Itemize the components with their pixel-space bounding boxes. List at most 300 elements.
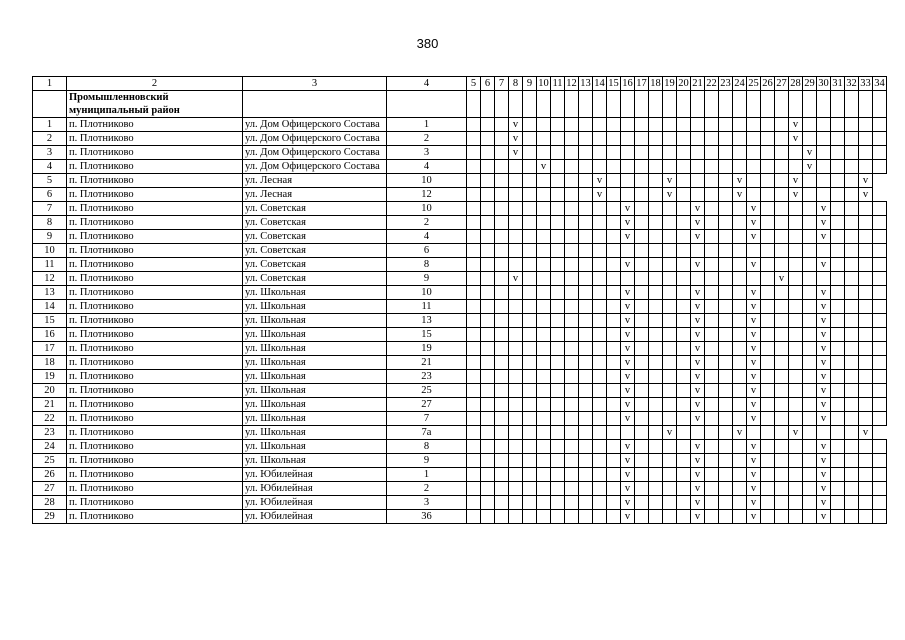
mark-cell: [565, 174, 579, 188]
mark-cell: [831, 314, 845, 328]
mark-cell: [705, 132, 719, 146]
mark-cell: [677, 412, 691, 426]
mark-cell: [831, 398, 845, 412]
mark-cell: [761, 160, 775, 174]
mark-cell: [733, 132, 747, 146]
mark-cell: [761, 188, 775, 202]
mark-cell: [831, 468, 845, 482]
mark-cell: [565, 202, 579, 216]
mark-cell: v: [747, 384, 761, 398]
mark-cell: [649, 132, 663, 146]
mark-cell: [635, 146, 649, 160]
house-number: 15: [387, 328, 467, 342]
mark-cell: [607, 426, 621, 440]
mark-cell: [859, 286, 873, 300]
mark-cell: [845, 328, 859, 342]
mark-cell: [859, 398, 873, 412]
mark-cell: [467, 174, 481, 188]
mark-cell: [467, 328, 481, 342]
mark-cell: [845, 426, 859, 440]
street-name: ул. Дом Офицерского Состава: [243, 132, 387, 146]
mark-cell: [523, 91, 537, 118]
mark-cell: [635, 412, 649, 426]
mark-cell: [551, 244, 565, 258]
mark-cell: v: [747, 202, 761, 216]
table-row: [33, 398, 887, 412]
mark-cell: [551, 272, 565, 286]
mark-cell: [733, 440, 747, 454]
mark-cell: [733, 202, 747, 216]
mark-cell: [635, 356, 649, 370]
mark-cell: [495, 440, 509, 454]
mark-cell: [719, 118, 733, 132]
mark-cell: [789, 272, 803, 286]
mark-cell: [845, 384, 859, 398]
row-number: 3: [33, 146, 67, 160]
mark-cell: [495, 412, 509, 426]
mark-cell: [481, 188, 495, 202]
mark-cell: [733, 300, 747, 314]
mark-cell: v: [747, 216, 761, 230]
mark-cell: [831, 356, 845, 370]
mark-cell: [495, 202, 509, 216]
mark-cell: [649, 426, 663, 440]
mark-cell: v: [691, 328, 705, 342]
mark-cell: [873, 272, 887, 286]
mark-cell: [523, 440, 537, 454]
mark-cell: [607, 356, 621, 370]
mark-cell: [691, 272, 705, 286]
mark-cell: [635, 216, 649, 230]
mark-cell: [663, 258, 677, 272]
mark-cell: [537, 342, 551, 356]
register-table-body: [33, 77, 887, 524]
mark-cell: [467, 356, 481, 370]
mark-cell: [719, 258, 733, 272]
mark-cell: [677, 272, 691, 286]
mark-cell: [677, 440, 691, 454]
mark-cell: [579, 468, 593, 482]
mark-cell: [565, 216, 579, 230]
row-number: 20: [33, 384, 67, 398]
mark-cell: [607, 202, 621, 216]
settlement-name: п. Плотниково: [67, 188, 243, 202]
mark-cell: [663, 440, 677, 454]
mark-cell: [649, 496, 663, 510]
mark-cell: [719, 342, 733, 356]
mark-cell: [607, 454, 621, 468]
mark-cell: [733, 398, 747, 412]
mark-cell: v: [691, 356, 705, 370]
mark-cell: [705, 454, 719, 468]
mark-cell: [579, 188, 593, 202]
house-number: 13: [387, 314, 467, 328]
street-name: ул. Юбилейная: [243, 468, 387, 482]
mark-cell: [845, 496, 859, 510]
mark-cell: v: [747, 468, 761, 482]
street-name: ул. Дом Офицерского Состава: [243, 160, 387, 174]
mark-cell: [495, 384, 509, 398]
mark-cell: [663, 356, 677, 370]
mark-cell: [551, 230, 565, 244]
mark-cell: [817, 244, 831, 258]
mark-cell: [733, 230, 747, 244]
mark-cell: v: [621, 342, 635, 356]
mark-cell: [677, 286, 691, 300]
mark-cell: [789, 412, 803, 426]
settlement-name: п. Плотниково: [67, 132, 243, 146]
table-row: [33, 160, 887, 174]
mark-cell: [537, 216, 551, 230]
mark-cell: [467, 230, 481, 244]
mark-cell: [803, 356, 817, 370]
mark-cell: [719, 412, 733, 426]
mark-cell: [509, 300, 523, 314]
mark-cell: [691, 146, 705, 160]
mark-cell: v: [621, 412, 635, 426]
mark-cell: [831, 300, 845, 314]
mark-cell: [873, 258, 887, 272]
mark-cell: [803, 188, 817, 202]
mark-cell: [565, 468, 579, 482]
mark-cell: [663, 91, 677, 118]
mark-cell: [803, 384, 817, 398]
mark-cell: [607, 314, 621, 328]
mark-cell: [593, 426, 607, 440]
mark-cell: [551, 91, 565, 118]
mark-cell: [859, 510, 873, 524]
mark-cell: [873, 202, 887, 216]
header-cell: 9: [523, 77, 537, 91]
mark-cell: [565, 230, 579, 244]
settlement-name: п. Плотниково: [67, 160, 243, 174]
header-cell: 3: [243, 77, 387, 91]
mark-cell: [803, 426, 817, 440]
mark-cell: [761, 91, 775, 118]
mark-cell: [495, 328, 509, 342]
settlement-name: п. Плотниково: [67, 440, 243, 454]
mark-cell: [551, 174, 565, 188]
mark-cell: [803, 174, 817, 188]
mark-cell: [537, 132, 551, 146]
header-cell: 23: [720, 78, 731, 89]
mark-cell: [481, 440, 495, 454]
mark-cell: [817, 91, 831, 118]
mark-cell: [509, 91, 523, 118]
mark-cell: [537, 286, 551, 300]
mark-cell: [509, 286, 523, 300]
mark-cell: [789, 342, 803, 356]
mark-cell: [523, 230, 537, 244]
house-number: 9: [387, 272, 467, 286]
mark-cell: [747, 244, 761, 258]
mark-cell: [551, 286, 565, 300]
mark-cell: [607, 496, 621, 510]
mark-cell: [635, 370, 649, 384]
settlement-name: п. Плотниково: [67, 146, 243, 160]
mark-cell: [579, 314, 593, 328]
mark-cell: v: [789, 132, 803, 146]
mark-cell: [635, 328, 649, 342]
mark-cell: [593, 356, 607, 370]
mark-cell: [705, 496, 719, 510]
mark-cell: [495, 496, 509, 510]
mark-cell: [621, 272, 635, 286]
table-row: [33, 174, 887, 188]
mark-cell: [621, 118, 635, 132]
mark-cell: v: [537, 160, 551, 174]
mark-cell: v: [621, 314, 635, 328]
mark-cell: [509, 356, 523, 370]
mark-cell: [551, 328, 565, 342]
mark-cell: [761, 258, 775, 272]
house-number: 4: [387, 230, 467, 244]
mark-cell: [537, 272, 551, 286]
mark-cell: [607, 258, 621, 272]
mark-cell: [803, 412, 817, 426]
mark-cell: [719, 244, 733, 258]
mark-cell: [649, 482, 663, 496]
mark-cell: [579, 300, 593, 314]
table-row: [33, 468, 887, 482]
header-cell: 7: [495, 77, 509, 91]
mark-cell: [775, 132, 789, 146]
mark-cell: [677, 202, 691, 216]
table-row: [33, 482, 887, 496]
mark-cell: [677, 426, 691, 440]
mark-cell: [677, 496, 691, 510]
mark-cell: [565, 370, 579, 384]
mark-cell: [565, 398, 579, 412]
mark-cell: v: [509, 132, 523, 146]
mark-cell: [565, 118, 579, 132]
mark-cell: [747, 426, 761, 440]
mark-cell: [733, 454, 747, 468]
mark-cell: [761, 216, 775, 230]
mark-cell: v: [691, 314, 705, 328]
mark-cell: [719, 300, 733, 314]
mark-cell: [789, 146, 803, 160]
mark-cell: [593, 258, 607, 272]
mark-cell: [551, 496, 565, 510]
mark-cell: [859, 342, 873, 356]
mark-cell: [775, 146, 789, 160]
mark-cell: [803, 258, 817, 272]
mark-cell: [565, 440, 579, 454]
mark-cell: v: [817, 286, 831, 300]
mark-cell: v: [621, 202, 635, 216]
mark-cell: [649, 272, 663, 286]
mark-cell: [873, 91, 887, 118]
mark-cell: [845, 160, 859, 174]
mark-cell: [495, 160, 509, 174]
mark-cell: [537, 440, 551, 454]
header-cell: 5: [467, 77, 481, 91]
mark-cell: [845, 230, 859, 244]
row-number: 29: [33, 510, 67, 524]
mark-cell: [537, 370, 551, 384]
mark-cell: [523, 510, 537, 524]
mark-cell: [607, 244, 621, 258]
mark-cell: [761, 510, 775, 524]
mark-cell: [789, 454, 803, 468]
mark-cell: v: [789, 118, 803, 132]
mark-cell: [565, 272, 579, 286]
mark-cell: [509, 412, 523, 426]
mark-cell: [663, 118, 677, 132]
mark-cell: [733, 468, 747, 482]
mark-cell: [719, 510, 733, 524]
mark-cell: [495, 454, 509, 468]
mark-cell: [593, 314, 607, 328]
mark-cell: v: [691, 384, 705, 398]
mark-cell: [481, 258, 495, 272]
mark-cell: [859, 440, 873, 454]
mark-cell: [537, 398, 551, 412]
mark-cell: v: [621, 468, 635, 482]
mark-cell: [733, 412, 747, 426]
mark-cell: v: [621, 216, 635, 230]
mark-cell: [845, 91, 859, 118]
mark-cell: v: [817, 468, 831, 482]
settlement-name: п. Плотниково: [67, 174, 243, 188]
mark-cell: [579, 258, 593, 272]
mark-cell: [481, 370, 495, 384]
street-name: ул. Школьная: [243, 314, 387, 328]
mark-cell: [719, 496, 733, 510]
mark-cell: v: [691, 370, 705, 384]
mark-cell: [817, 146, 831, 160]
mark-cell: [719, 440, 733, 454]
mark-cell: [481, 496, 495, 510]
mark-cell: [635, 314, 649, 328]
mark-cell: [495, 216, 509, 230]
mark-cell: [663, 482, 677, 496]
mark-cell: [677, 342, 691, 356]
mark-cell: [705, 216, 719, 230]
mark-cell: [859, 118, 873, 132]
mark-cell: [481, 398, 495, 412]
mark-cell: [845, 244, 859, 258]
mark-cell: [761, 482, 775, 496]
table-row: [33, 412, 887, 426]
mark-cell: [873, 146, 887, 160]
mark-cell: [663, 328, 677, 342]
mark-cell: [467, 454, 481, 468]
mark-cell: [649, 160, 663, 174]
mark-cell: [873, 370, 887, 384]
mark-cell: [747, 160, 761, 174]
mark-cell: v: [621, 440, 635, 454]
mark-cell: [551, 216, 565, 230]
mark-cell: [845, 468, 859, 482]
mark-cell: [733, 272, 747, 286]
mark-cell: [775, 496, 789, 510]
mark-cell: [551, 412, 565, 426]
header-row: [33, 77, 887, 91]
mark-cell: [537, 496, 551, 510]
mark-cell: [607, 370, 621, 384]
mark-cell: [467, 370, 481, 384]
mark-cell: [761, 132, 775, 146]
mark-cell: [719, 454, 733, 468]
mark-cell: [565, 188, 579, 202]
mark-cell: [579, 454, 593, 468]
header-cell: 30: [818, 78, 829, 89]
mark-cell: [523, 314, 537, 328]
mark-cell: [831, 384, 845, 398]
mark-cell: [523, 300, 537, 314]
mark-cell: [789, 230, 803, 244]
mark-cell: [467, 342, 481, 356]
mark-cell: [705, 328, 719, 342]
mark-cell: v: [747, 496, 761, 510]
mark-cell: [593, 132, 607, 146]
header-cell: 24: [734, 78, 745, 89]
mark-cell: [551, 132, 565, 146]
mark-cell: [719, 328, 733, 342]
row-number: 22: [33, 412, 67, 426]
mark-cell: [719, 174, 733, 188]
mark-cell: [635, 244, 649, 258]
mark-cell: [663, 370, 677, 384]
mark-cell: [523, 286, 537, 300]
mark-cell: [537, 91, 551, 118]
mark-cell: [831, 412, 845, 426]
district-row: [33, 91, 887, 118]
house-number: 10: [387, 174, 467, 188]
mark-cell: [733, 510, 747, 524]
mark-cell: [467, 91, 481, 118]
mark-cell: [537, 412, 551, 426]
row-number: 9: [33, 230, 67, 244]
row-number: 2: [33, 132, 67, 146]
mark-cell: [775, 454, 789, 468]
mark-cell: [817, 272, 831, 286]
mark-cell: [649, 244, 663, 258]
mark-cell: v: [691, 342, 705, 356]
mark-cell: [551, 356, 565, 370]
mark-cell: [677, 398, 691, 412]
mark-cell: [831, 91, 845, 118]
mark-cell: [649, 188, 663, 202]
mark-cell: [481, 118, 495, 132]
mark-cell: [607, 216, 621, 230]
mark-cell: [761, 300, 775, 314]
mark-cell: [663, 244, 677, 258]
mark-cell: [803, 398, 817, 412]
street-name: ул. Советская: [243, 216, 387, 230]
mark-cell: [719, 160, 733, 174]
mark-cell: [873, 216, 887, 230]
mark-cell: [859, 160, 873, 174]
header-cell: 16: [622, 78, 633, 89]
row-number: 12: [33, 272, 67, 286]
mark-cell: [705, 426, 719, 440]
mark-cell: [761, 370, 775, 384]
mark-cell: [705, 118, 719, 132]
mark-cell: [663, 468, 677, 482]
mark-cell: [873, 398, 887, 412]
mark-cell: [467, 216, 481, 230]
mark-cell: [467, 272, 481, 286]
mark-cell: [719, 398, 733, 412]
mark-cell: [481, 160, 495, 174]
header-cell: 4: [387, 77, 467, 91]
mark-cell: [607, 510, 621, 524]
table-row: [33, 426, 887, 440]
mark-cell: [719, 370, 733, 384]
